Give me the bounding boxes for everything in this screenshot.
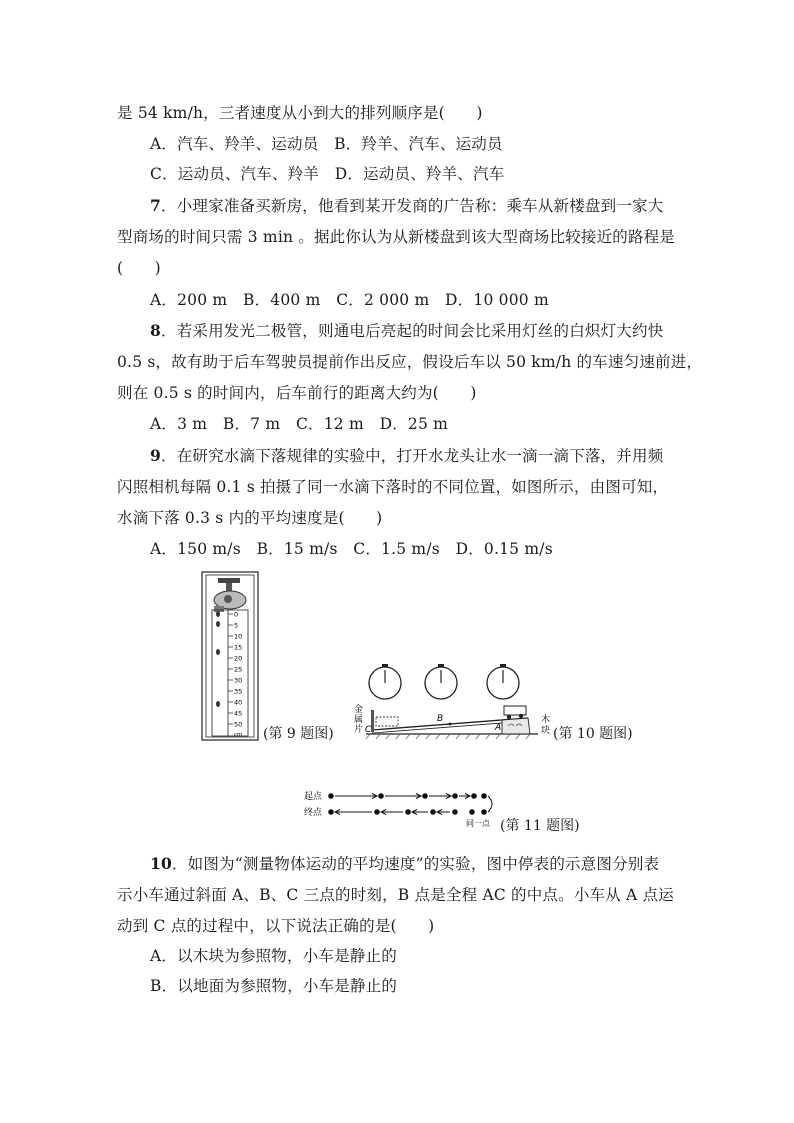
stopwatch-icon bbox=[487, 664, 519, 699]
ruler-tick-label: 15 bbox=[234, 643, 243, 652]
q7-number: 7 bbox=[150, 196, 161, 215]
q7-text-1: ．小理家准备买新房，他看到某开发商的广告称：乘车从新楼盘到一家大 bbox=[161, 197, 664, 215]
block-label-1: 木 bbox=[541, 715, 551, 725]
q8-line-1 bbox=[150, 321, 663, 341]
q10-text-1: ．如图为“测量物体运动的平均速度”的实验，图中停表的示意图分别表 bbox=[171, 855, 660, 873]
q10-number: 10 bbox=[150, 854, 172, 873]
q7-options: A．200 m B．400 m C．2 000 m D．10 000 m bbox=[150, 291, 549, 309]
figure-10-caption: (第 10 题图) bbox=[553, 726, 633, 742]
q9-number: 9 bbox=[150, 446, 161, 465]
q7-line-2: 型商场的时间只需 3 min 。据此你认为从新楼盘到该大型商场比较接近的路程是 bbox=[117, 228, 676, 246]
ruler-tick-label: 5 bbox=[234, 621, 239, 630]
ruler-tick-label: 50 bbox=[234, 720, 243, 729]
q10-line-3: 动到 C 点的过程中，以下说法正确的是( ) bbox=[117, 917, 435, 935]
q7-line-1 bbox=[150, 196, 663, 216]
water-drop bbox=[216, 701, 220, 707]
water-drop bbox=[216, 611, 220, 617]
same-point-label: 同一点 bbox=[466, 819, 490, 828]
figure-10-incline bbox=[352, 660, 554, 742]
q9-text-1: ．在研究水滴下落规律的实验中，打开水龙头让水一滴一滴下落，并用频 bbox=[161, 447, 664, 465]
q9-line-3: 水滴下落 0.3 s 内的平均速度是( ) bbox=[117, 509, 383, 527]
ruler-tick-label: 20 bbox=[234, 654, 243, 663]
ruler-tick-label: 30 bbox=[234, 676, 243, 685]
q9-options: A．150 m/s B．15 m/s C．1.5 m/s D．0.15 m/s bbox=[150, 540, 553, 558]
q10-option-b: B．以地面为参照物，小车是静止的 bbox=[150, 977, 398, 995]
ruler-tick-label: 45 bbox=[234, 709, 243, 718]
metal-label-2: 属 bbox=[354, 715, 364, 725]
q10-line-2: 示小车通过斜面 A、B、C 三点的时刻，B 点是全程 AC 的中点。小车从 A 点运 bbox=[117, 886, 674, 904]
q9-line-1 bbox=[150, 446, 663, 466]
metal-label-1: 金 bbox=[354, 705, 364, 715]
q8-options: A．3 m B．7 m C．12 m D．25 m bbox=[150, 415, 449, 433]
q9-line-2: 闪照相机每隔 0.1 s 拍摄了同一水滴下落时的不同位置，如图所示，由图可知， bbox=[117, 478, 669, 496]
ruler-tick-label: 0 bbox=[234, 610, 239, 619]
ruler-tick-label: 40 bbox=[234, 698, 243, 707]
q6-options-row-1: A．汽车、羚羊、运动员 B．羚羊、汽车、运动员 bbox=[150, 135, 503, 153]
figure-9-faucet-ruler bbox=[200, 570, 260, 742]
q6-options-row-2: C．运动员、汽车、羚羊 D．运动员、羚羊、汽车 bbox=[150, 165, 505, 183]
start-label: 起点 bbox=[304, 792, 323, 802]
metal-label-3: 片 bbox=[354, 725, 364, 735]
q8-line-3: 则在 0.5 s 的时间内，后车前行的距离大约为( ) bbox=[117, 384, 477, 402]
point-a-label: A bbox=[495, 723, 502, 733]
ruler-tick-label: 35 bbox=[234, 687, 243, 696]
point-c-label: C bbox=[365, 725, 372, 735]
figure-11-caption: (第 11 题图) bbox=[500, 818, 580, 834]
ruler-unit-label: cm bbox=[234, 732, 243, 738]
water-drop bbox=[216, 649, 220, 655]
faucet-icon bbox=[218, 578, 240, 583]
q6-continuation-line: 是 54 km/h，三者速度从小到大的排列顺序是( ) bbox=[117, 104, 483, 122]
point-b-label: B bbox=[437, 714, 444, 724]
q8-number: 8 bbox=[150, 321, 161, 340]
ruler-tick-label: 25 bbox=[234, 665, 243, 674]
ruler-tick-label: 10 bbox=[234, 632, 243, 641]
q10-line-1 bbox=[150, 854, 659, 874]
q10-option-a: A．以木块为参照物，小车是静止的 bbox=[150, 947, 397, 965]
q8-text-1: ．若采用发光二极管，则通电后亮起的时间会比采用灯丝的白炽灯大约快 bbox=[161, 322, 664, 340]
cart-icon bbox=[504, 706, 526, 719]
figure-11-motion-diagram bbox=[302, 786, 502, 828]
block-label-2: 块 bbox=[541, 726, 551, 736]
stopwatch-icon bbox=[425, 664, 457, 699]
water-drop bbox=[216, 621, 220, 627]
metal-plate bbox=[371, 710, 374, 732]
figure-9-caption: (第 9 题图) bbox=[263, 726, 334, 742]
q8-line-2: 0.5 s，故有助于后车驾驶员提前作出反应，假设后车以 50 km/h 的车速匀速前进， bbox=[117, 353, 703, 371]
stopwatch-icon bbox=[369, 664, 401, 699]
q7-line-3: ( ) bbox=[117, 259, 161, 277]
end-label: 终点 bbox=[304, 808, 323, 818]
